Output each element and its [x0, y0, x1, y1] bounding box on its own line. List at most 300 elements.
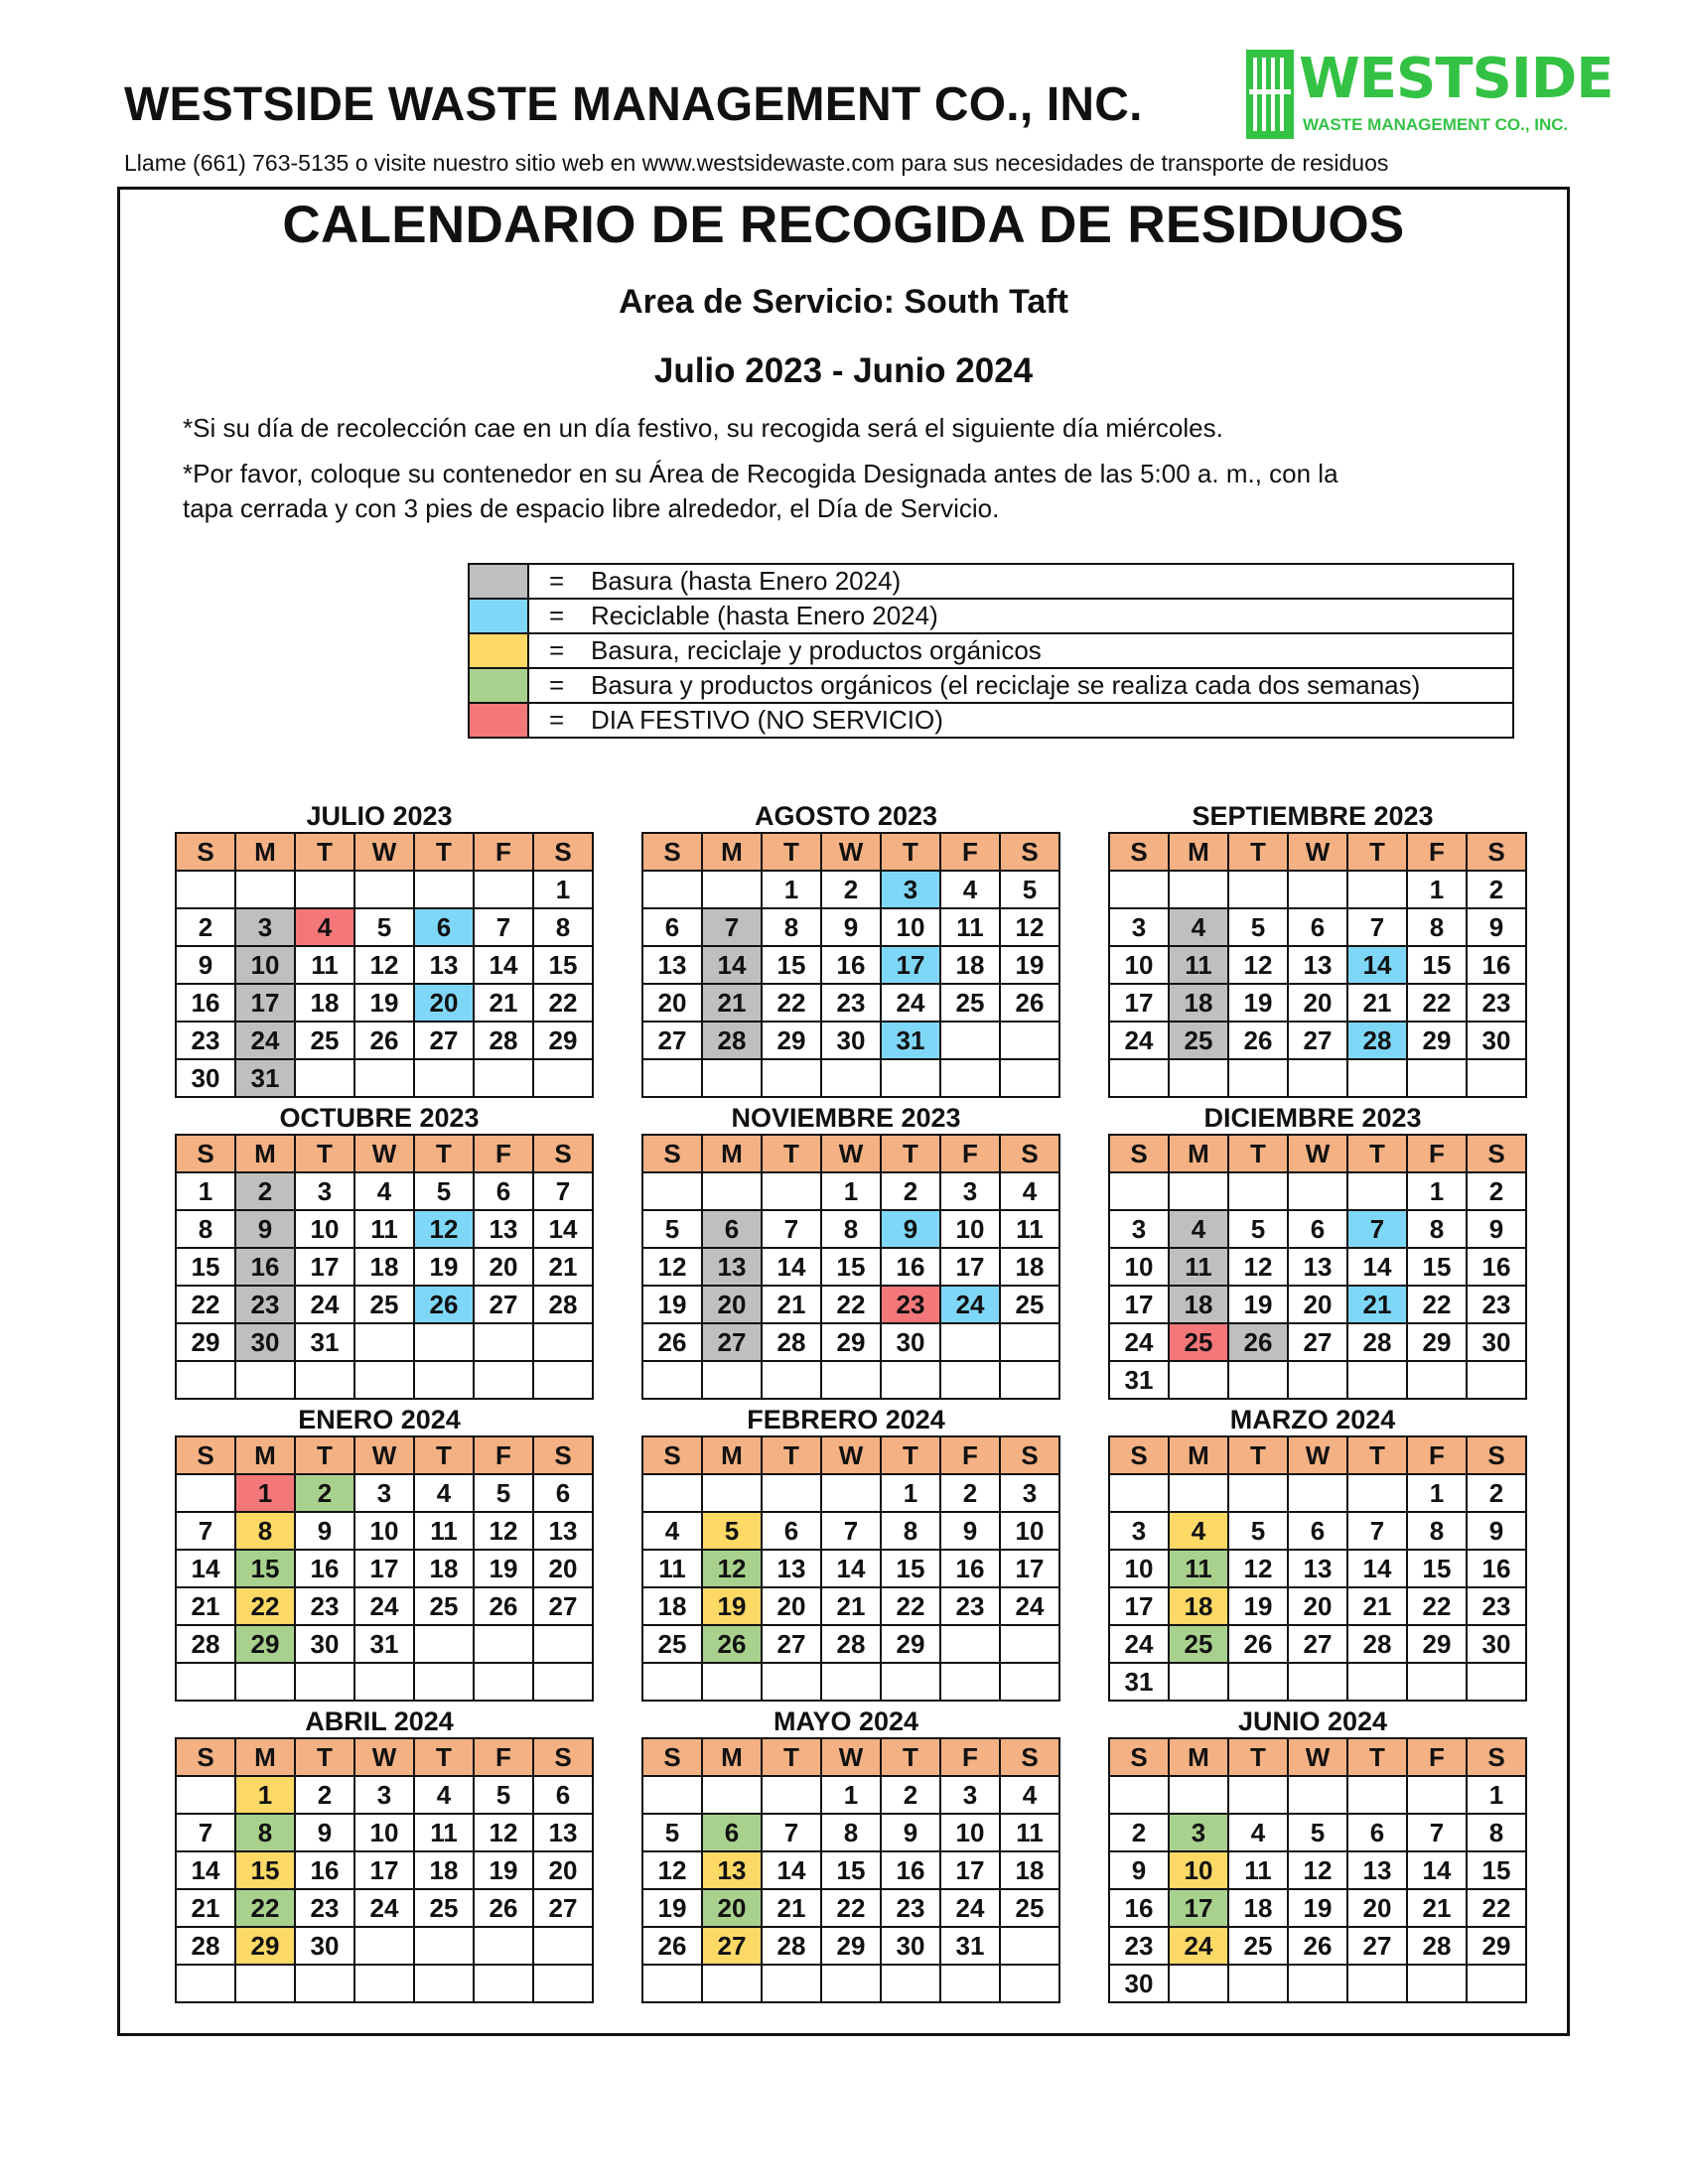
weekday-header: S	[176, 833, 235, 871]
day-cell: 11	[414, 1814, 474, 1851]
empty-day-cell	[762, 1474, 821, 1512]
day-cell-yellow: 10	[1169, 1851, 1228, 1889]
day-cell-yellow: 8	[235, 1512, 295, 1550]
day-cell: 5	[1228, 1512, 1288, 1550]
day-cell: 27	[1288, 1625, 1347, 1663]
day-cell: 9	[1467, 1512, 1526, 1550]
weekday-header: S	[533, 1738, 593, 1776]
week-row	[1109, 1663, 1526, 1701]
day-cell: 16	[940, 1550, 1000, 1587]
day-cell: 22	[881, 1587, 940, 1625]
day-cell: 10	[881, 908, 940, 946]
day-cell: 9	[881, 1814, 940, 1851]
week-row	[1109, 1814, 1526, 1851]
weekday-header: W	[821, 1135, 881, 1172]
day-cell: 7	[474, 908, 533, 946]
weekday-header: T	[762, 833, 821, 871]
day-cell: 12	[1228, 1550, 1288, 1587]
legend-swatch-yellow	[469, 633, 528, 668]
day-cell: 15	[881, 1550, 940, 1587]
date-range: Julio 2023 - Junio 2024	[653, 351, 1034, 390]
day-cell: 11	[1000, 1814, 1059, 1851]
weekday-header: T	[414, 833, 474, 871]
weekday-header: F	[1407, 833, 1467, 871]
weekday-header: T	[295, 1436, 354, 1474]
day-cell: 11	[354, 1210, 414, 1248]
empty-day-cell	[821, 1474, 881, 1512]
logo-brand: WESTSIDE	[1299, 47, 1614, 111]
day-cell-yellow: 19	[702, 1587, 762, 1625]
empty-day-cell	[1347, 1776, 1407, 1814]
empty-day-cell	[235, 1663, 295, 1701]
day-cell: 24	[1109, 1022, 1169, 1059]
day-cell: 11	[642, 1550, 702, 1587]
day-cell: 18	[295, 984, 354, 1022]
day-cell: 13	[642, 946, 702, 984]
day-cell: 28	[1347, 1625, 1407, 1663]
weekday-header: T	[881, 1738, 940, 1776]
day-cell: 14	[762, 1248, 821, 1286]
day-cell: 22	[1467, 1889, 1526, 1927]
legend-swatch-red	[469, 703, 528, 738]
weekday-header: T	[1228, 1135, 1288, 1172]
week-row	[176, 1587, 593, 1625]
day-cell: 8	[1407, 1210, 1467, 1248]
empty-day-cell	[940, 1361, 1000, 1399]
day-cell-yellow: 29	[235, 1927, 295, 1965]
empty-day-cell	[1169, 1361, 1228, 1399]
day-cell: 5	[1228, 1210, 1288, 1248]
day-cell: 10	[1109, 1248, 1169, 1286]
day-cell: 15	[762, 946, 821, 984]
day-cell: 30	[295, 1927, 354, 1965]
day-cell: 6	[762, 1512, 821, 1550]
day-cell-green: 15	[235, 1550, 295, 1587]
month-calendar	[1108, 1404, 1517, 1702]
week-row	[642, 871, 1059, 908]
day-cell: 1	[1407, 1172, 1467, 1210]
legend-row	[469, 564, 1513, 599]
empty-day-cell	[414, 1663, 474, 1701]
day-cell-blue: 3	[881, 871, 940, 908]
empty-day-cell	[1288, 1663, 1347, 1701]
empty-day-cell	[1347, 871, 1407, 908]
empty-day-cell	[1407, 1776, 1467, 1814]
month-calendar	[1108, 800, 1517, 1098]
day-cell: 30	[881, 1323, 940, 1361]
day-cell-gray: 4	[1169, 1210, 1228, 1248]
day-cell: 31	[1109, 1663, 1169, 1701]
weekday-header: S	[1109, 833, 1169, 871]
day-cell: 25	[414, 1587, 474, 1625]
day-cell-yellow: 1	[235, 1776, 295, 1814]
empty-day-cell	[1347, 1965, 1407, 2002]
weekday-header: M	[235, 1436, 295, 1474]
day-cell: 16	[881, 1851, 940, 1889]
day-cell: 27	[533, 1889, 593, 1927]
month-title: AGOSTO 2023	[754, 801, 938, 831]
month-title: MAYO 2024	[773, 1706, 919, 1736]
day-cell: 4	[1000, 1776, 1059, 1814]
day-cell: 29	[533, 1022, 593, 1059]
weekday-header: S	[533, 1135, 593, 1172]
day-cell: 22	[821, 1889, 881, 1927]
empty-day-cell	[235, 1361, 295, 1399]
day-cell: 3	[295, 1172, 354, 1210]
day-cell: 19	[1228, 1286, 1288, 1323]
day-cell: 30	[1467, 1323, 1526, 1361]
empty-day-cell	[642, 1474, 702, 1512]
month-grid	[175, 1435, 594, 1702]
weekday-header: T	[762, 1738, 821, 1776]
empty-day-cell	[1169, 1965, 1228, 2002]
day-cell: 15	[821, 1851, 881, 1889]
empty-day-cell	[702, 871, 762, 908]
day-cell: 21	[474, 984, 533, 1022]
day-cell: 29	[1467, 1927, 1526, 1965]
day-cell: 22	[821, 1286, 881, 1323]
day-cell: 22	[1407, 1286, 1467, 1323]
day-cell: 13	[414, 946, 474, 984]
day-cell-green: 20	[702, 1889, 762, 1927]
week-row	[642, 1286, 1059, 1323]
day-cell-blue: 9	[881, 1210, 940, 1248]
day-cell: 10	[295, 1210, 354, 1248]
week-row	[642, 1851, 1059, 1889]
empty-day-cell	[1228, 1965, 1288, 2002]
day-cell: 22	[1407, 984, 1467, 1022]
day-cell: 13	[1288, 1248, 1347, 1286]
empty-day-cell	[1467, 1059, 1526, 1097]
day-cell: 20	[1288, 984, 1347, 1022]
day-cell: 3	[1109, 1210, 1169, 1248]
week-row	[642, 1022, 1059, 1059]
weekday-header: F	[1407, 1135, 1467, 1172]
day-cell: 8	[762, 908, 821, 946]
empty-day-cell	[1000, 1361, 1059, 1399]
empty-day-cell	[642, 1172, 702, 1210]
day-cell: 9	[1467, 1210, 1526, 1248]
day-cell: 19	[1000, 946, 1059, 984]
day-cell: 7	[1347, 1512, 1407, 1550]
month-grid	[1108, 1435, 1527, 1702]
weekday-header: T	[414, 1738, 474, 1776]
day-cell: 21	[176, 1587, 235, 1625]
day-cell: 28	[762, 1927, 821, 1965]
weekday-header: W	[1288, 1135, 1347, 1172]
week-row	[176, 1851, 593, 1889]
empty-day-cell	[295, 1361, 354, 1399]
day-cell: 21	[533, 1248, 593, 1286]
week-row	[1109, 1286, 1526, 1323]
weekday-header: T	[295, 833, 354, 871]
day-cell: 7	[176, 1814, 235, 1851]
empty-day-cell	[354, 1361, 414, 1399]
day-cell-gray: 13	[702, 1248, 762, 1286]
empty-day-cell	[1169, 1776, 1228, 1814]
day-cell: 23	[1467, 1286, 1526, 1323]
day-cell: 1	[533, 871, 593, 908]
empty-day-cell	[881, 1361, 940, 1399]
day-cell: 13	[533, 1512, 593, 1550]
day-cell: 24	[881, 984, 940, 1022]
weekday-header: F	[940, 1436, 1000, 1474]
day-cell: 23	[295, 1889, 354, 1927]
empty-day-cell	[1407, 1059, 1467, 1097]
weekday-header: S	[1000, 1436, 1059, 1474]
day-cell: 10	[354, 1814, 414, 1851]
day-cell: 10	[1000, 1512, 1059, 1550]
legend-equals: =	[549, 566, 565, 596]
week-row	[176, 1814, 593, 1851]
day-cell: 3	[940, 1776, 1000, 1814]
weekday-header: T	[1347, 1436, 1407, 1474]
day-cell-gray: 11	[1169, 1248, 1228, 1286]
day-cell: 6	[1288, 1512, 1347, 1550]
day-cell: 13	[1347, 1851, 1407, 1889]
day-cell: 24	[1000, 1587, 1059, 1625]
day-cell-blue: 24	[940, 1286, 1000, 1323]
day-cell: 9	[295, 1814, 354, 1851]
weekday-header: T	[1228, 1436, 1288, 1474]
day-cell: 1	[1407, 871, 1467, 908]
service-area: Area de Servicio: South Taft	[619, 283, 1068, 321]
weekday-header-row	[1109, 833, 1526, 871]
empty-day-cell	[702, 1965, 762, 2002]
empty-day-cell	[533, 1625, 593, 1663]
weekday-header-row	[176, 1436, 593, 1474]
month-title: MARZO 2024	[1229, 1405, 1396, 1434]
day-cell-gray: 30	[235, 1323, 295, 1361]
day-cell: 20	[533, 1550, 593, 1587]
day-cell: 1	[821, 1776, 881, 1814]
page-title: CALENDARIO DE RECOGIDA DE RESIDUOS	[282, 196, 1405, 254]
weekday-header: F	[1407, 1436, 1467, 1474]
day-cell: 4	[354, 1172, 414, 1210]
day-cell: 5	[474, 1776, 533, 1814]
week-row	[176, 984, 593, 1022]
day-cell: 9	[295, 1512, 354, 1550]
day-cell: 14	[821, 1550, 881, 1587]
day-cell-gray: 3	[235, 908, 295, 946]
day-cell: 21	[762, 1286, 821, 1323]
empty-day-cell	[1467, 1965, 1526, 2002]
day-cell: 26	[642, 1323, 702, 1361]
empty-day-cell	[1000, 1927, 1059, 1965]
week-row	[176, 1889, 593, 1927]
weekday-header: T	[1347, 833, 1407, 871]
day-cell: 19	[414, 1248, 474, 1286]
month-calendar	[1108, 1706, 1517, 2003]
week-row	[176, 908, 593, 946]
empty-day-cell	[1407, 1361, 1467, 1399]
weekday-header: F	[940, 1738, 1000, 1776]
day-cell-green: 17	[1169, 1889, 1228, 1927]
month-grid	[641, 1737, 1060, 2003]
month-calendar	[175, 1404, 584, 1702]
empty-day-cell	[1109, 1059, 1169, 1097]
day-cell: 3	[1000, 1474, 1059, 1512]
day-cell: 15	[1407, 946, 1467, 984]
weekday-header-row	[642, 1135, 1059, 1172]
logo-subtitle: WASTE MANAGEMENT CO., INC.	[1303, 115, 1569, 134]
month-calendar	[641, 1102, 1051, 1400]
week-row	[1109, 871, 1526, 908]
day-cell: 12	[642, 1851, 702, 1889]
weekday-header-row	[642, 1436, 1059, 1474]
day-cell: 2	[1109, 1814, 1169, 1851]
empty-day-cell	[881, 1965, 940, 2002]
day-cell: 5	[642, 1814, 702, 1851]
day-cell: 11	[940, 908, 1000, 946]
day-cell: 26	[354, 1022, 414, 1059]
empty-day-cell	[1467, 1663, 1526, 1701]
week-row	[642, 1059, 1059, 1097]
day-cell: 24	[354, 1889, 414, 1927]
day-cell: 13	[533, 1814, 593, 1851]
empty-day-cell	[881, 1059, 940, 1097]
week-row	[642, 984, 1059, 1022]
day-cell: 16	[295, 1550, 354, 1587]
day-cell-gray: 25	[1169, 1022, 1228, 1059]
empty-day-cell	[940, 1059, 1000, 1097]
day-cell: 6	[642, 908, 702, 946]
weekday-header-row	[176, 1738, 593, 1776]
day-cell: 6	[533, 1474, 593, 1512]
day-cell: 5	[642, 1210, 702, 1248]
empty-day-cell	[1109, 871, 1169, 908]
legend-row	[469, 599, 1513, 633]
month-grid	[641, 1134, 1060, 1400]
day-cell: 14	[1347, 1550, 1407, 1587]
day-cell: 27	[1288, 1323, 1347, 1361]
weekday-header: F	[474, 1738, 533, 1776]
day-cell: 28	[176, 1625, 235, 1663]
legend-label-cell	[528, 703, 1513, 738]
weekday-header: F	[940, 833, 1000, 871]
day-cell: 18	[1000, 1248, 1059, 1286]
empty-day-cell	[642, 871, 702, 908]
day-cell: 2	[295, 1776, 354, 1814]
empty-day-cell	[295, 1663, 354, 1701]
week-row	[1109, 1172, 1526, 1210]
legend-label-cell	[528, 564, 1513, 599]
weekday-header: T	[762, 1135, 821, 1172]
day-cell: 15	[1467, 1851, 1526, 1889]
empty-day-cell	[1000, 1022, 1059, 1059]
day-cell: 7	[1407, 1814, 1467, 1851]
day-cell: 29	[176, 1323, 235, 1361]
week-row	[176, 1512, 593, 1550]
day-cell: 1	[176, 1172, 235, 1210]
month-grid	[641, 1435, 1060, 1702]
day-cell: 25	[1000, 1286, 1059, 1323]
legend-label-cell	[528, 668, 1513, 703]
day-cell: 23	[940, 1587, 1000, 1625]
week-row	[1109, 1248, 1526, 1286]
empty-day-cell	[762, 1776, 821, 1814]
week-row	[176, 1286, 593, 1323]
day-cell: 29	[821, 1323, 881, 1361]
day-cell-blue: 20	[414, 984, 474, 1022]
empty-day-cell	[1228, 871, 1288, 908]
day-cell: 28	[533, 1286, 593, 1323]
day-cell: 1	[1467, 1776, 1526, 1814]
day-cell: 7	[762, 1210, 821, 1248]
day-cell-blue: 6	[414, 908, 474, 946]
day-cell-gray: 20	[702, 1286, 762, 1323]
day-cell-gray: 18	[1169, 984, 1228, 1022]
day-cell: 23	[1467, 1587, 1526, 1625]
empty-day-cell	[176, 1361, 235, 1399]
weekday-header: M	[1169, 1436, 1228, 1474]
empty-day-cell	[414, 1927, 474, 1965]
day-cell: 20	[1347, 1889, 1407, 1927]
weekday-header: W	[1288, 833, 1347, 871]
holiday-note: *Si su día de recolección cae en un día festivo, su recogida será el siguiente día miércoles.	[183, 413, 1223, 443]
empty-day-cell	[940, 1022, 1000, 1059]
day-cell: 31	[940, 1927, 1000, 1965]
legend-row	[469, 668, 1513, 703]
week-row	[1109, 1851, 1526, 1889]
weekday-header: T	[1347, 1738, 1407, 1776]
day-cell: 18	[1228, 1889, 1288, 1927]
day-cell: 29	[762, 1022, 821, 1059]
day-cell-gray: 9	[235, 1210, 295, 1248]
empty-day-cell	[1347, 1361, 1407, 1399]
empty-day-cell	[1347, 1663, 1407, 1701]
day-cell: 2	[1467, 1172, 1526, 1210]
week-row	[1109, 908, 1526, 946]
day-cell: 14	[1347, 1248, 1407, 1286]
weekday-header: T	[414, 1135, 474, 1172]
empty-day-cell	[1228, 1776, 1288, 1814]
empty-day-cell	[1347, 1059, 1407, 1097]
empty-day-cell	[1169, 1172, 1228, 1210]
legend-equals: =	[549, 601, 565, 630]
day-cell-green: 12	[702, 1550, 762, 1587]
day-cell-green: 8	[235, 1814, 295, 1851]
day-cell: 12	[354, 946, 414, 984]
day-cell: 12	[1288, 1851, 1347, 1889]
day-cell: 12	[1228, 1248, 1288, 1286]
day-cell-green: 26	[702, 1625, 762, 1663]
day-cell: 2	[176, 908, 235, 946]
day-cell: 10	[940, 1814, 1000, 1851]
day-cell: 5	[414, 1172, 474, 1210]
empty-day-cell	[1109, 1172, 1169, 1210]
month-calendar	[641, 1706, 1051, 2003]
empty-day-cell	[1288, 1965, 1347, 2002]
empty-day-cell	[474, 1663, 533, 1701]
day-cell: 3	[1109, 1512, 1169, 1550]
weekday-header: S	[1000, 1738, 1059, 1776]
empty-day-cell	[762, 1361, 821, 1399]
day-cell: 8	[1407, 1512, 1467, 1550]
weekday-header: M	[235, 833, 295, 871]
empty-day-cell	[1288, 1172, 1347, 1210]
week-row	[642, 1172, 1059, 1210]
empty-day-cell	[1228, 1663, 1288, 1701]
day-cell: 14	[176, 1851, 235, 1889]
month-calendar	[175, 1706, 584, 2003]
empty-day-cell	[533, 1663, 593, 1701]
day-cell-gray: 7	[702, 908, 762, 946]
legend-label: Basura (hasta Enero 2024)	[591, 566, 902, 596]
day-cell: 13	[1288, 1550, 1347, 1587]
empty-day-cell	[881, 1663, 940, 1701]
weekday-header-row	[642, 1738, 1059, 1776]
